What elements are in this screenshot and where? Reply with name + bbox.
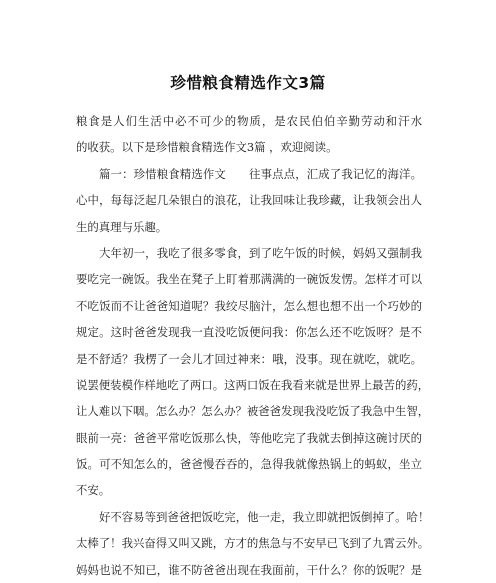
text-line: 的收获。以下是珍惜粮食精选作文3篇 ，欢迎阅读。 (76, 140, 338, 155)
text-line: 粮食是人们生活中必不可少的物质，是农民伯伯辛勤劳动和汗水 (76, 114, 422, 128)
text-line: 规定。这时爸爸发现我一直没吃饭便问我：你怎么还不吃饭呀？是不 (76, 325, 422, 340)
text-line: 不吃饭而不让爸爸知道呢？我绞尽脑汁，怎么想也想不出一个巧妙的 (76, 298, 422, 313)
document-body (76, 108, 430, 583)
text-line: 是不舒适？我楞了一会儿才回过神来：哦，没事。现在就吃，就吃。 (76, 351, 422, 366)
text-line: 不安。 (76, 483, 111, 498)
text-line: 说罢便装模作样地吃了两口。这两口饭在我看来就是世界上最苦的药， (76, 377, 430, 392)
text-line: 要吃完一碗饭。我坐在凳子上盯着那满满的一碗饭发愣。怎样才可以 (76, 272, 422, 287)
text-line: 眼前一亮：爸爸平常吃饭那么快，等他吃完了我就去倒掉这碗讨厌的 (76, 430, 422, 445)
text-line: 饭。可不知怎么的，爸爸慢吞吞的，急得我就像热锅上的蚂蚁，坐立 (76, 457, 422, 472)
text-line: 太棒了！我兴奋得又叫又跳，方才的焦急与不安早已飞到了九霄云外。 (76, 536, 430, 551)
text-line: 大年初一，我吃了很多零食，到了吃午饭的时候，妈妈又强制我 (99, 245, 422, 260)
text-line: 让人难以下咽。怎么办？怎么办？被爸爸发现我没吃饭了我急中生智， (76, 404, 430, 419)
text-line: 篇一：珍惜粮食精选作文 往事点点，汇成了我记忆的海洋。 (99, 166, 422, 181)
text-line: 妈妈也说不知已，谁不防爸爸出现在我面前，干什么？你的饭呢？是 (76, 562, 422, 577)
document-title: 珍惜粮食精选作文3篇 (170, 74, 326, 92)
text-line: 生的真理与乐趣。 (76, 219, 168, 234)
text-line: 好不容易等到爸爸把饭吃完，他一走，我立即就把饭倒掉了。哈！ (99, 509, 430, 524)
text-line: 心中，每每泛起几朵银白的浪花，让我回味让我珍藏，让我领会出人 (76, 193, 422, 208)
